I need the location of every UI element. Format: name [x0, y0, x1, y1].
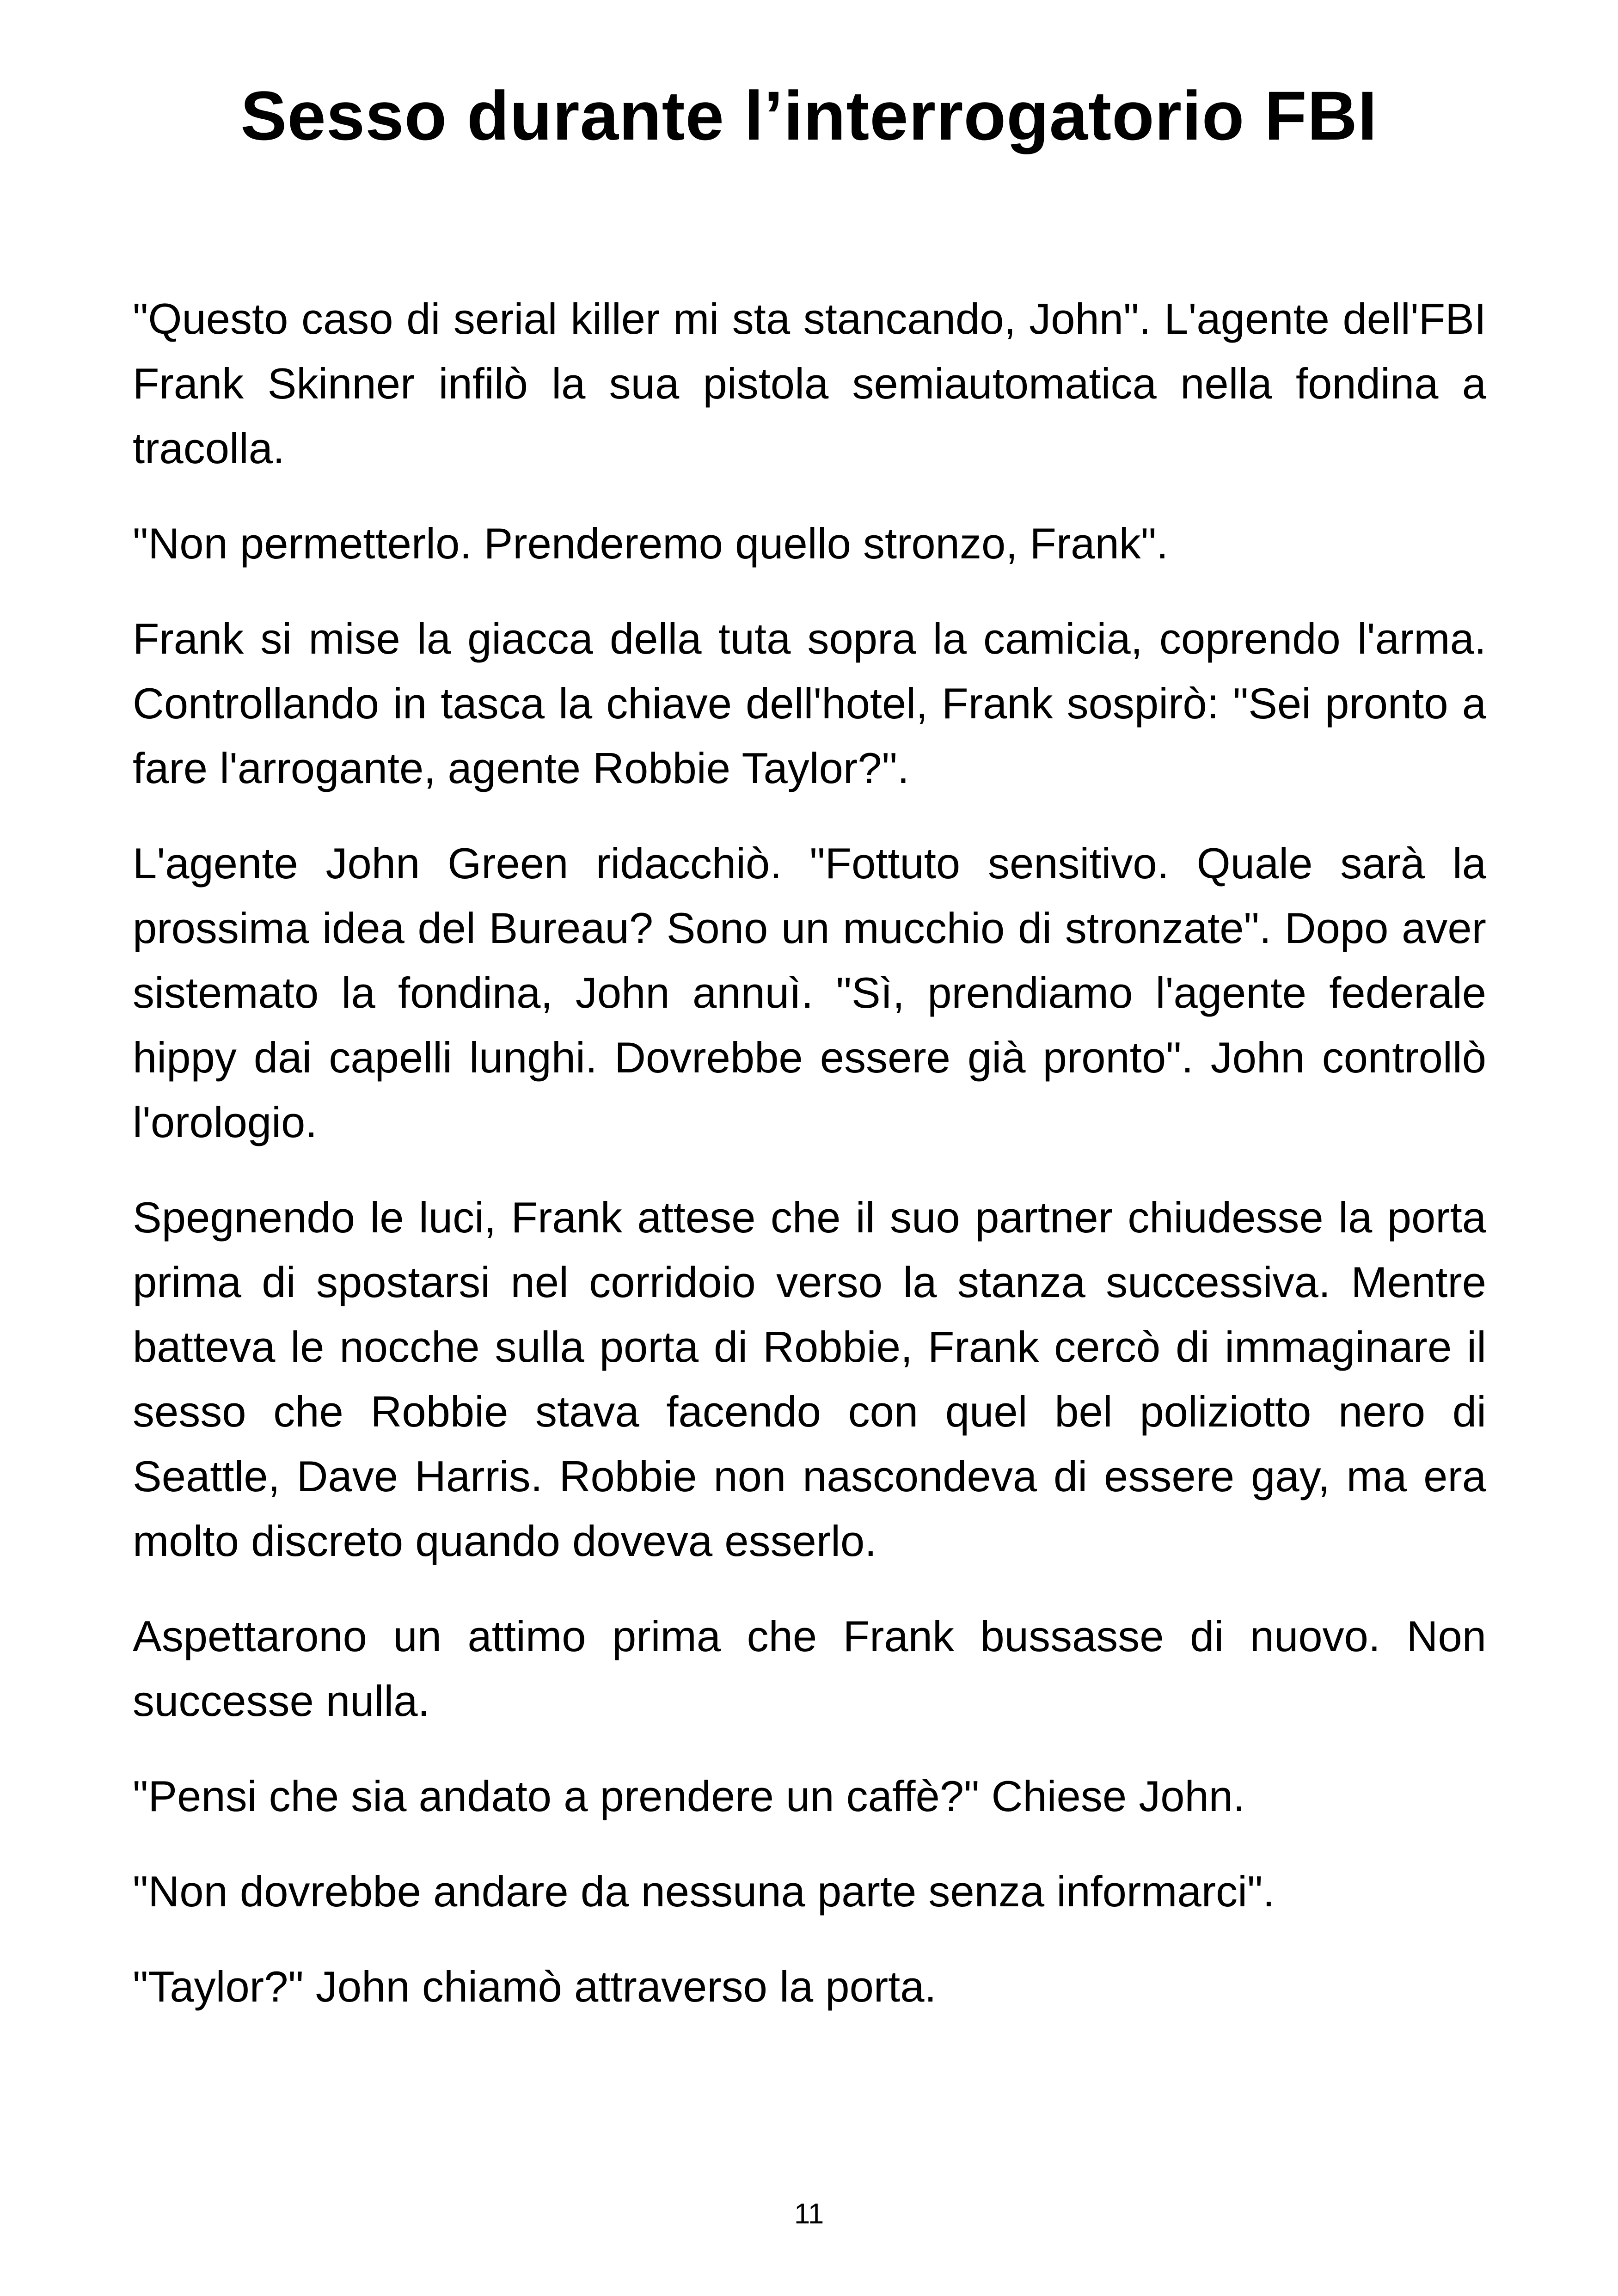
- paragraph-9: "Taylor?" John chiamò attraverso la porta.: [133, 1962, 937, 2011]
- paragraph-2: "Non permetterlo. Prenderemo quello stronzo, Frank".: [133, 519, 1169, 568]
- page-number: 11: [794, 2198, 824, 2230]
- paragraph-1: "Questo caso di serial killer mi sta stancando, John". L'agente dell'FBI Frank Skinner infilò la sua pistola semiautomatica nella fondina a tracolla.: [133, 294, 1486, 472]
- paragraph-6: Aspettarono un attimo prima che Frank bussasse di nuovo. Non successe nulla.: [133, 1612, 1486, 1725]
- chapter-title: Sesso durante l’interrogatorio FBI: [240, 77, 1378, 154]
- paragraph-3: Frank si mise la giacca della tuta sopra la camicia, coprendo l'arma. Controllando in tasca la chiave dell'hotel, Frank sospirò: "Sei pronto a fare l'arrogante, agente Robbie Taylor?".: [133, 614, 1486, 792]
- paragraph-5: Spegnendo le luci, Frank attese che il suo partner chiudesse la porta prima di spostarsi nel corridoio verso la stanza successiva. Mentre batteva le nocche sulla porta di Robbie, Frank cercò di immaginare il sesso che Robbie stava facendo con quel bel poliziotto nero di Seattle, Dave Harris. Robbie non nascondeva di essere gay, ma era molto discreto quando doveva esserlo.: [133, 1193, 1486, 1565]
- paragraph-4: L'agente John Green ridacchiò. "Fottuto sensitivo. Quale sarà la prossima idea del Bureau? Sono un mucchio di stronzate". Dopo aver sistemato la fondina, John annuì. "Sì, prendiamo l'agente federale hippy dai capelli lunghi. Dovrebbe essere già pronto". John controllò l'orologio.: [133, 839, 1486, 1146]
- chapter-body: [133, 287, 1486, 2050]
- paragraph-8: "Non dovrebbe andare da nessuna parte senza informarci".: [133, 1867, 1275, 1916]
- paragraph-7: "Pensi che sia andato a prendere un caffè?" Chiese John.: [133, 1772, 1245, 1820]
